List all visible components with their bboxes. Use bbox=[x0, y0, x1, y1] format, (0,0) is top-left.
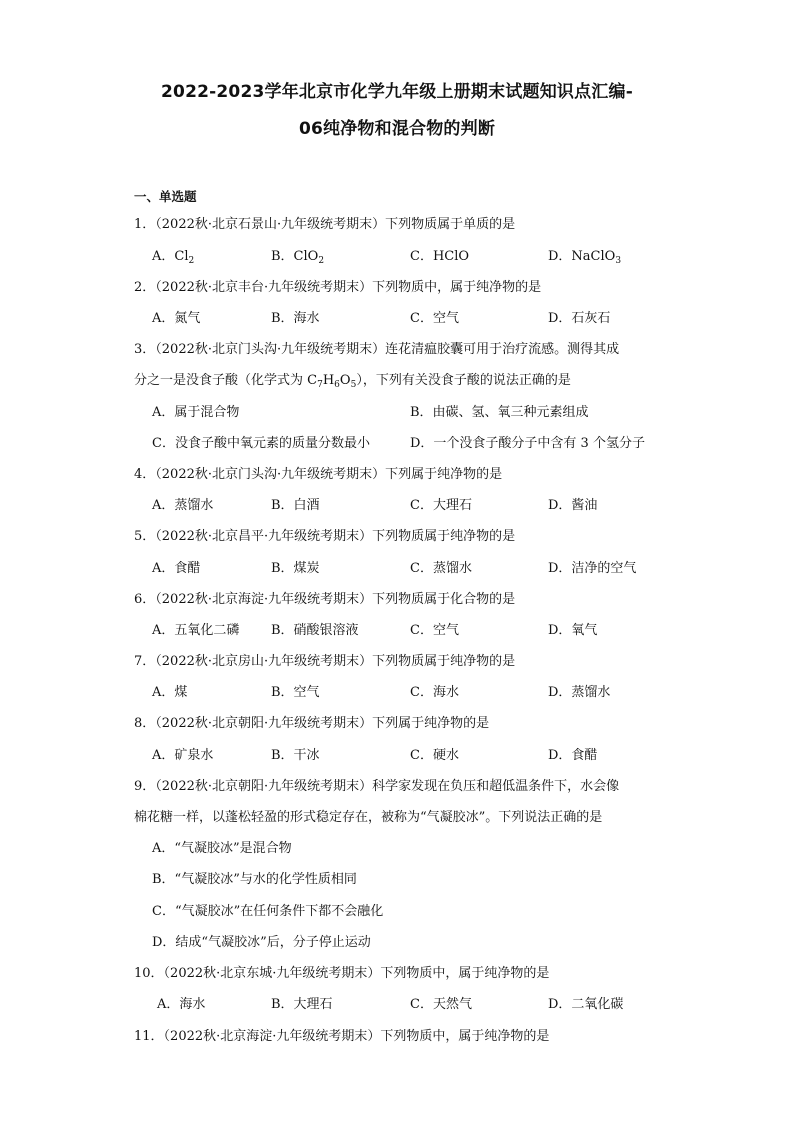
question-5: 5．（2022秋·北京昌平·九年级统考期末）下列物质属于纯净物的是 bbox=[134, 529, 516, 544]
option-c: C．没食子酸中氧元素的质量分数最小 bbox=[152, 436, 370, 451]
question-10: 10．（2022秋·北京东城·九年级统考期末）下列物质中，属于纯净物的是 bbox=[134, 966, 550, 981]
option-a: A．五氧化二磷 bbox=[152, 623, 240, 638]
option-d: D．食醋 bbox=[548, 748, 598, 763]
option-b: B．白酒 bbox=[271, 498, 320, 513]
option-d: D．NaClO$_3$ bbox=[548, 249, 622, 266]
option-c: C．蒸馏水 bbox=[410, 561, 472, 576]
question-9-line1: 9．（2022秋·北京朝阳·九年级统考期末）科学家发现在负压和超低温条件下，水会像 bbox=[134, 779, 620, 794]
option-b: B．大理石 bbox=[271, 997, 333, 1012]
question-1: 1．（2022秋·北京石景山·九年级统考期末）下列物质属于单质的是 bbox=[134, 217, 516, 232]
option-b: B．干冰 bbox=[271, 748, 320, 763]
option-d: D．洁净的空气 bbox=[548, 561, 637, 576]
option-c: C．天然气 bbox=[410, 997, 472, 1012]
question-3-options-row2 bbox=[0, 432, 794, 450]
question-9-option-b: B．“气凝胶冰”与水的化学性质相同 bbox=[152, 872, 357, 887]
option-a: A．矿泉水 bbox=[152, 748, 214, 763]
question-7-options bbox=[0, 681, 794, 699]
option-a: A．蒸馏水 bbox=[152, 498, 214, 513]
question-9-option-a: A．“气凝胶冰”是混合物 bbox=[152, 841, 292, 856]
option-a: A．$Cl_2$ bbox=[152, 249, 195, 266]
option-a: A．氮气 bbox=[152, 311, 201, 326]
question-10-options bbox=[0, 993, 794, 1011]
option-b: B．海水 bbox=[271, 311, 320, 326]
question-9-option-d: D．结成“气凝胶冰”后，分子停止运动 bbox=[152, 935, 371, 950]
question-2-options bbox=[0, 307, 794, 325]
option-d: D．二氧化碳 bbox=[548, 997, 624, 1012]
option-b: B．ClO$_2$ bbox=[271, 249, 325, 266]
question-8-options bbox=[0, 744, 794, 762]
option-c: C．HClO bbox=[410, 249, 470, 264]
question-4: 4．（2022秋·北京门头沟·九年级统考期末）下列属于纯净物的是 bbox=[134, 467, 503, 482]
question-5-options bbox=[0, 557, 794, 575]
option-c: C．海水 bbox=[410, 685, 459, 700]
option-b: B．硝酸银溶液 bbox=[271, 623, 359, 638]
document-title-line2: 06纯净物和混合物的判断 bbox=[298, 119, 496, 139]
question-2: 2．（2022秋·北京丰台·九年级统考期末）下列物质中，属于纯净物的是 bbox=[134, 280, 542, 295]
option-d: D．石灰石 bbox=[548, 311, 611, 326]
option-a: A．食醋 bbox=[152, 561, 201, 576]
question-3-line2: 分之一是没食子酸（化学式为 $C_7H_6O_5$），下列有关没食子酸的说法正确的是 bbox=[134, 373, 571, 390]
option-a: A．属于混合物 bbox=[152, 405, 240, 420]
option-a: A．煤 bbox=[152, 685, 188, 700]
option-d: D．酱油 bbox=[548, 498, 598, 513]
option-d: D．一个没食子酸分子中含有 3 个氢分子 bbox=[410, 436, 645, 451]
question-9-option-c: C．“气凝胶冰”在任何条件下都不会融化 bbox=[152, 904, 384, 919]
option-c: C．大理石 bbox=[410, 498, 472, 513]
question-11: 11．（2022秋·北京海淀·九年级统考期末）下列物质中，属于纯净物的是 bbox=[134, 1029, 550, 1044]
option-c: C．硬水 bbox=[410, 748, 459, 763]
question-4-options bbox=[0, 494, 794, 512]
question-8: 8．（2022秋·北京朝阳·九年级统考期末）下列属于纯净物的是 bbox=[134, 716, 490, 731]
option-a: A．海水 bbox=[157, 997, 206, 1012]
question-9-line2: 棉花糖一样，以蓬松轻盈的形式稳定存在，被称为“气凝胶冰”。下列说法正确的是 bbox=[134, 810, 603, 825]
question-3-options-row1 bbox=[0, 401, 794, 419]
option-b: B．由碳、氢、氧三种元素组成 bbox=[410, 405, 589, 420]
question-6: 6．（2022秋·北京海淀·九年级统考期末）下列物质属于化合物的是 bbox=[134, 592, 516, 607]
option-d: D．蒸馏水 bbox=[548, 685, 611, 700]
question-1-options bbox=[0, 245, 794, 266]
option-b: B．空气 bbox=[271, 685, 320, 700]
question-6-options bbox=[0, 619, 794, 637]
question-3-line1: 3．（2022秋·北京门头沟·九年级统考期末）连花清瘟胶囊可用于治疗流感。测得其成 bbox=[134, 342, 620, 357]
option-c: C．空气 bbox=[410, 623, 459, 638]
question-7: 7．（2022秋·北京房山·九年级统考期末）下列物质属于纯净物的是 bbox=[134, 654, 516, 669]
section-heading: 一、单选题 bbox=[134, 189, 197, 204]
document-title-line1: 2022-2023学年北京市化学九年级上册期末试题知识点汇编- bbox=[161, 82, 633, 102]
option-c: C．空气 bbox=[410, 311, 459, 326]
option-b: B．煤炭 bbox=[271, 561, 320, 576]
option-d: D．氧气 bbox=[548, 623, 598, 638]
